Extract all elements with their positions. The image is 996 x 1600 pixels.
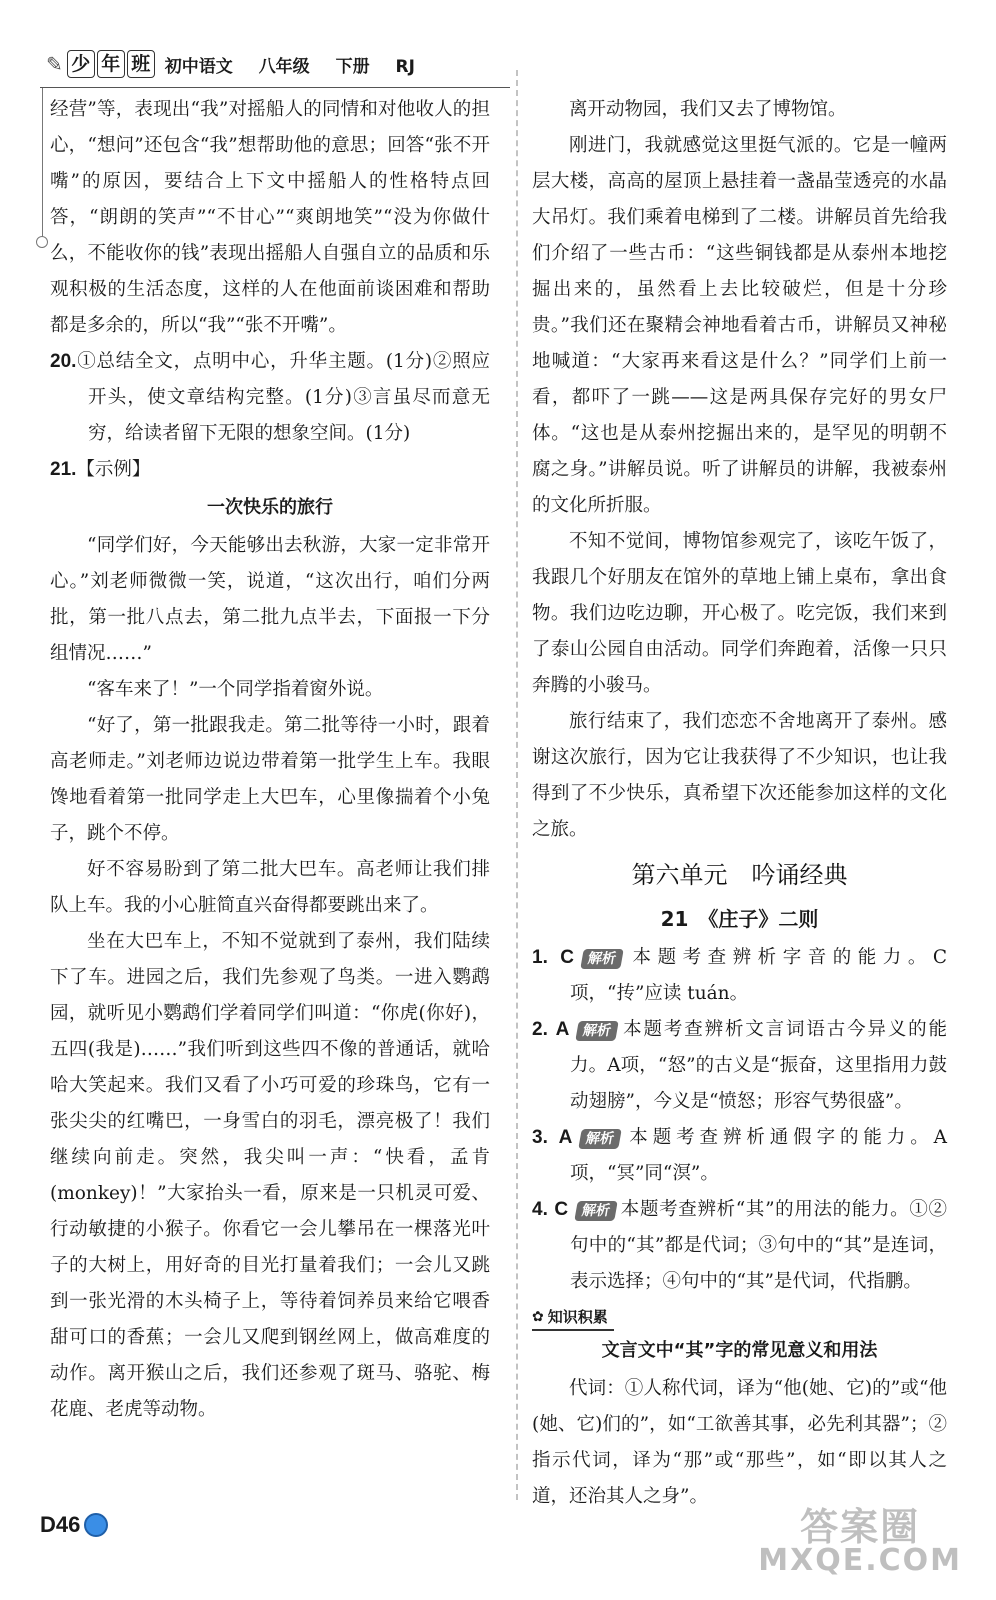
essay-paragraph: 刚进门，我就感觉这里挺气派的。它是一幢两层大楼，高高的屋顶上悬挂着一盏晶莹透亮的水晶大吊灯。我们乘着电梯到了二楼。讲解员首先给我们介绍了一些古币：“这些铜钱都是从泰州本地挖掘出来的，虽然看上去比较破烂，但是十分珍贵。”我们还在聚精会神地看着古币，讲解员又神秘地喊道：“大家再来看这是什么？”同学们上前一看，都吓了一跳——这是两具保存完好的男女尸体。“这也是从泰州挖掘出来的，是罕见的明朝不腐之身。”讲解员说。听了讲解员的讲解，我被泰州的文化所折服。	[532, 135, 947, 516]
page-number-label: D46	[40, 1512, 81, 1537]
answer-20	[50, 344, 490, 452]
question-number: 2.	[532, 1019, 548, 1040]
answer-text: 本题考查辨析“其”的用法的能力。①②句中的“其”都是代词；③句中的“其”是连词，表示选择；④句中的“其”是代词，代指鹏。	[570, 1199, 947, 1292]
essay-title: 一次快乐的旅行	[207, 497, 333, 518]
example-label: 【示例】	[76, 459, 151, 480]
series-logo	[46, 50, 155, 78]
answer-item	[532, 1192, 947, 1300]
answer-item	[532, 1012, 947, 1120]
answer-21	[50, 452, 490, 488]
essay-paragraph: 好不容易盼到了第二批大巴车。高老师让我们排队上车。我的小心脏简直兴奋得都要跳出来了。	[50, 859, 490, 916]
analysis-badge: 解析	[574, 1201, 618, 1221]
right-column	[532, 92, 947, 1515]
watermark	[758, 1505, 962, 1578]
answer-continuation: 经营”等，表现出“我”对摇船人的同情和对他收人的担心，“想问”还包含“我”想帮助他的意思；回答“张不开嘴”的原因，要结合上下文中摇船人的性格特点回答，“朗朗的笑声”“不甘心”“爽朗地笑”“没为你做什么，不能收你的钱”表现出摇船人自强自立的品质和乐观积极的生活态度，这样的人在他面前谈困难和帮助都是多余的，所以“我”“张不开嘴”。	[50, 99, 490, 336]
analysis-badge: 解析	[580, 949, 624, 969]
knowledge-text: 代词：①人称代词，译为“他(她、它)的”或“他(她、它)们的”，如“工欲善其事，必先利其器”；②指示代词，译为“那”或“那些”，如“即以其人之道，还治其人之身”。	[532, 1378, 947, 1507]
page-number	[40, 1512, 108, 1538]
answer-text: 本题考查辨析通假字的能力。A项，“冥”同“溟”。	[570, 1127, 947, 1184]
answer-choice: C	[560, 947, 575, 968]
essay-paragraph: “好了，第一批跟我走。第二批等待一小时，跟着高老师走。”刘老师边说边带着第一批学生上车。我眼馋地看着第一批同学走上大巴车，心里像揣着个小兔子，跳个不停。	[50, 715, 490, 844]
essay-paragraph: 不知不觉间，博物馆参观完了，该吃午饭了，我跟几个好朋友在馆外的草地上铺上桌布，拿出食物。我们边吃边聊，开心极了。吃完饭，我们来到了泰山公园自由活动。同学们奔跑着，活像一只只奔腾的小骏马。	[532, 531, 947, 696]
analysis-badge: 解析	[579, 1129, 623, 1149]
grade-label: 八年级	[258, 56, 310, 77]
unit-title: 第六单元 吟诵经典	[631, 861, 848, 889]
margin-rule	[42, 88, 43, 248]
edition-label: RJ	[395, 56, 415, 77]
lesson-title: 21 《庄子》二则	[660, 907, 819, 931]
column-divider	[516, 70, 518, 1500]
question-number: 20.	[50, 351, 77, 372]
essay-paragraph: 坐在大巴车上，不知不觉就到了泰州，我们陆续下了车。进园之后，我们先参观了鸟类。一进入鹦鹉园，就听见小鹦鹉们学着同学们叫道：“你虎(你好)，五四(我是)……”我们听到这些四不像的普通话，就哈哈大笑起来。我们又看了小巧可爱的珍珠鸟，它有一张尖尖的红嘴巴，一身雪白的羽毛，漂亮极了！我们继续向前走。突然，我尖叫一声：“快看，孟肯(monkey)！”大家抬头一看，原来是一只机灵可爱、行动敏捷的小猴子。你看它一会儿攀吊在一棵落光叶子的大树上，用好奇的目光打量着我们；一会儿又跳到一张光滑的木头椅子上，等待着饲养员来给它喂香甜可口的香蕉；一会儿又爬到钢丝网上，做高难度的动作。离开猴山之后，我们还参观了斑马、骆驼、梅花鹿、老虎等动物。	[50, 931, 490, 1420]
header-divider	[40, 87, 510, 88]
answer-item	[532, 940, 947, 1012]
page-header	[46, 44, 546, 84]
essay-paragraph: 离开动物园，我们又去了博物馆。	[569, 99, 847, 120]
knowledge-title: 文言文中“其”字的常见意义和用法	[601, 1340, 878, 1361]
question-number: 4.	[532, 1199, 548, 1220]
logo-char: 班	[127, 50, 155, 78]
logo-char: 年	[97, 50, 125, 78]
essay-paragraph: 旅行结束了，我们恋恋不舍地离开了泰州。感谢这次旅行，因为它让我获得了不少知识，也让我得到了不少快乐，真希望下次还能参加这样的文化之旅。	[532, 711, 947, 840]
lightbulb-icon: ✿	[532, 1308, 544, 1325]
question-number: 21.	[50, 459, 77, 480]
question-number: 1.	[532, 947, 548, 968]
volume-label: 下册	[335, 56, 370, 77]
knowledge-tag	[532, 1306, 614, 1331]
knowledge-label: 知识积累	[547, 1308, 608, 1326]
question-number: 3.	[532, 1127, 548, 1148]
answer-text: 本题考查辨析文言词语古今异义的能力。A项，“怒”的古义是“振奋，这里指用力鼓动翅膀”，今义是“愤怒；形容气势很盛”。	[570, 1019, 947, 1112]
answer-choice: A	[558, 1127, 573, 1148]
page-dot-icon	[84, 1513, 108, 1537]
answer-choice: A	[555, 1019, 570, 1040]
essay-paragraph: “客车来了！”一个同学指着窗外说。	[87, 679, 384, 700]
watermark-title: 答案圈	[800, 1505, 921, 1549]
left-column	[50, 92, 490, 1428]
book-meta	[165, 52, 435, 77]
watermark-url: MXQE.COM	[758, 1543, 962, 1578]
subject-label: 初中语文	[164, 56, 233, 77]
logo-char: 少	[67, 50, 95, 78]
answer-text: ①总结全文，点明中心，升华主题。(1分)②照应开头，使文章结构完整。(1分)③言虽尽而意无穷，给读者留下无限的想象空间。(1分)	[76, 351, 490, 444]
margin-knob	[36, 236, 48, 248]
essay-paragraph: “同学们好，今天能够出去秋游，大家一定非常开心。”刘老师微微一笑，说道，“这次出行，咱们分两批，第一批八点去，第二批九点半去，下面报一下分组情况……”	[50, 535, 490, 664]
answer-item	[532, 1120, 947, 1192]
analysis-badge: 解析	[576, 1021, 620, 1041]
answer-text: 本题考查辨析字音的能力。C项，“抟”应读 tuán。	[570, 947, 948, 1004]
answer-choice: C	[554, 1199, 569, 1220]
pencil-icon: ✎	[46, 52, 63, 76]
